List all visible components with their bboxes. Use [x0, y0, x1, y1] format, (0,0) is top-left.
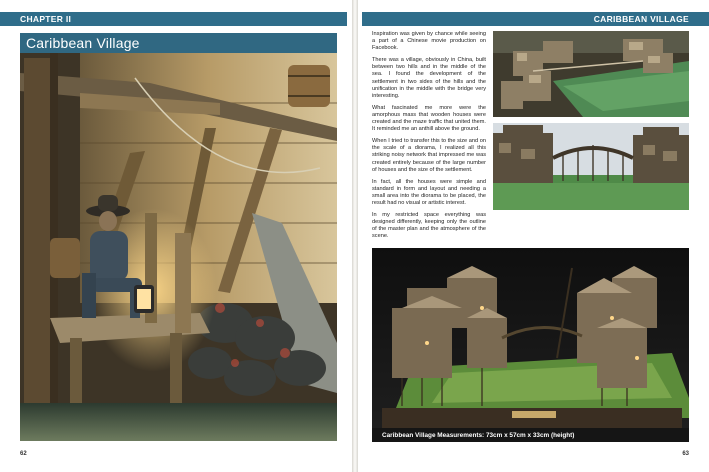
full-diorama-photo	[372, 248, 689, 428]
paragraph: There was a village, obviously in China, built between two hills and in the middle of the sea. I found the development of the settlement in two sides of the hills and the unification in the middle with the bridge very interesting.	[372, 57, 486, 99]
paragraph: In fact, all the houses were simple and standard in form and layout and needing a small area into the diorama to be placed, the result had no visual or artistic interest.	[372, 178, 486, 206]
village-bridge-photo	[493, 123, 689, 210]
paragraph: Inspiration was given by chance while seeing a part of a Chinese movie production on Facebook.	[372, 31, 486, 52]
village-aerial-photo	[493, 31, 689, 117]
section-label: CARIBBEAN VILLAGE	[593, 14, 689, 24]
page-number-left: 62	[20, 451, 27, 457]
paragraph: In my restricted space everything was designed differently, keeping only the outline of the master plan and the atmosphere of the scene.	[372, 212, 486, 240]
paragraph: What fascinated me more were the amorphous mass that wooden houses were created and the maze traffic that united them. It reminded me an anthill above the ground.	[372, 104, 486, 133]
paragraph: When I tried to transfer this to the size and on the scale of a diorama, I realized all this striking noisy network that impressed me was created entirely because of the large number of houses and the size of the settlement.	[372, 138, 486, 173]
main-diorama-photo	[20, 33, 337, 441]
page-title: Caribbean Village	[26, 35, 140, 51]
page-number-right: 63	[682, 451, 689, 457]
chapter-label: CHAPTER II	[20, 14, 72, 24]
article-body	[372, 31, 486, 245]
page-gutter	[352, 0, 358, 472]
photo-caption: Caribbean Village Measurements: 73cm x 57cm x 33cm (height)	[382, 432, 575, 439]
